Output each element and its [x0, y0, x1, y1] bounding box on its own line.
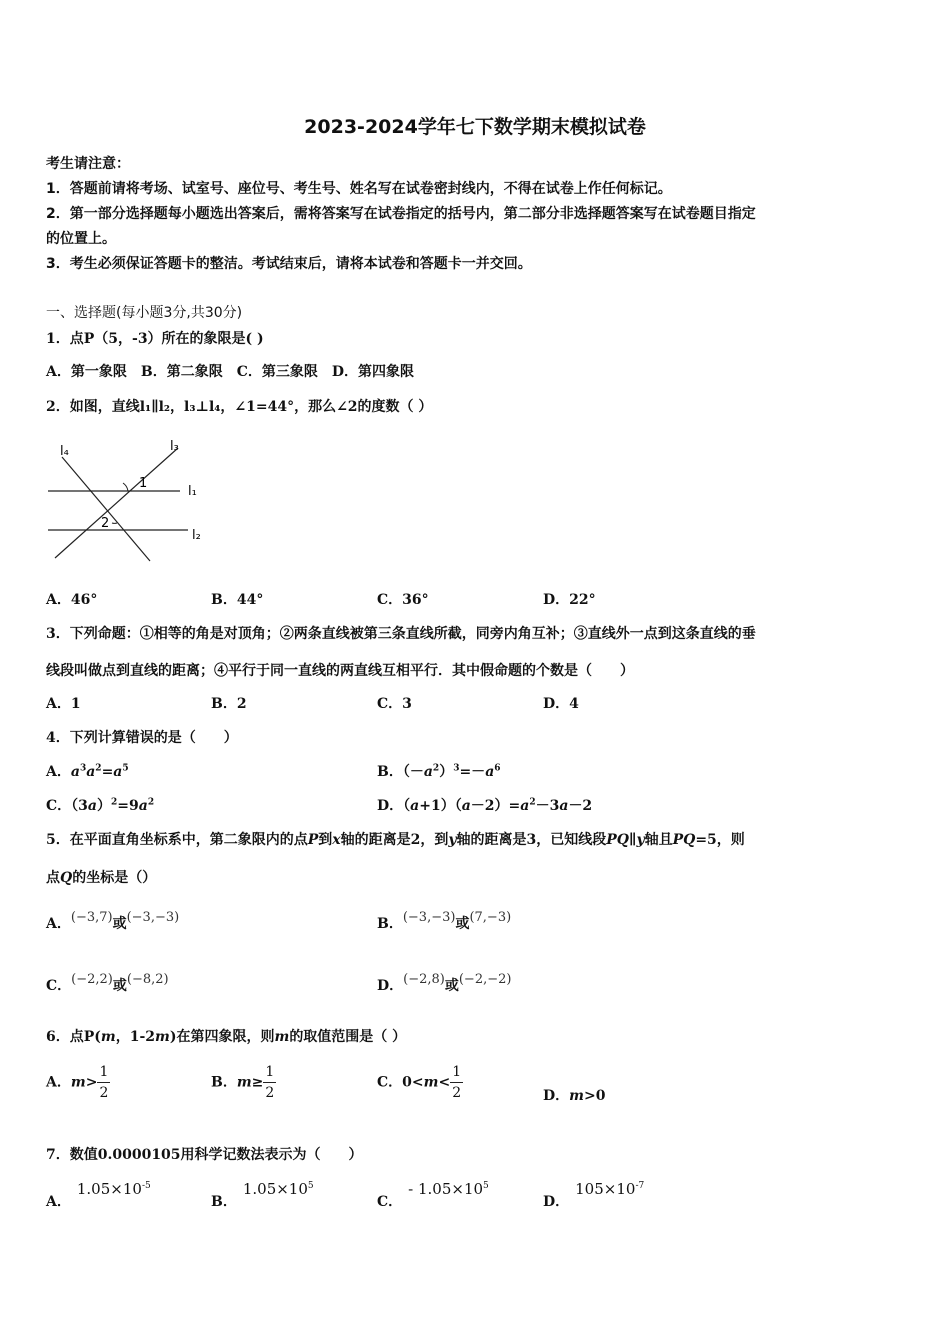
q4-option-b: B．$(-a^2)^3=-a^6$: [377, 763, 501, 780]
q6-option-b: B．m≥ $\frac{1}{2}$: [211, 1064, 275, 1101]
q7-option-a: A．$1.05\times 10^{-5}$: [46, 1180, 151, 1210]
q4-stem: 4．下列计算错误的是（ ）: [46, 730, 238, 746]
q5-option-a: A．(−3,7)或(−3,−3): [46, 910, 180, 932]
q7-option-d: D．$105\times 10^{-7}$: [543, 1180, 645, 1210]
q6-option-a: A．m> $\frac{1}{2}$: [46, 1064, 109, 1101]
q5-option-d: D．(−2,8)或(−2,−2): [377, 972, 512, 994]
q4-option-c: C．$(3a)^2=9a^2$: [46, 797, 155, 814]
q3-option-c: C．3: [377, 696, 412, 712]
q7-option-c: C．- $1.05\times 10^5$: [377, 1180, 489, 1210]
angle-1-label: 1: [139, 476, 148, 491]
q6-stem: 6．点P(m，1-2m)在第四象限，则m的取值范围是（ ）: [46, 1029, 407, 1045]
section-heading: 一、选择题(每小题3分,共30分): [46, 305, 243, 321]
q3-option-a: A．1: [46, 696, 81, 712]
q2-option-a: A．46°: [46, 592, 98, 608]
q5-option-b: B．(−3,−3)或(7,−3): [377, 910, 512, 932]
l2-label: l₂: [192, 528, 201, 543]
q1-stem: 1．点P（5，-3）所在的象限是( ): [46, 331, 264, 347]
q4-option-a: A．$a^3a^2=a^5$: [46, 763, 129, 780]
line-l3: [55, 448, 178, 558]
q6-option-d: D．m>0: [543, 1088, 606, 1104]
q2-option-b: B．44°: [211, 592, 264, 608]
q1-options: A．第一象限 B．第二象限 C．第三象限 D．第四象限: [46, 364, 414, 380]
l4-label: l₄: [60, 444, 69, 459]
q3-option-b: B．2: [211, 696, 247, 712]
q5-line2: 点Q的坐标是（）: [46, 870, 157, 886]
q7-stem: 7．数值0.0000105用科学记数法表示为（ ）: [46, 1147, 363, 1163]
q2-stem: 2．如图，直线l₁∥l₂，l₃⊥l₄，∠1=44°，那么∠2的度数（ ）: [46, 399, 433, 415]
q2-option-c: C．36°: [377, 592, 429, 608]
l1-label: l₁: [188, 484, 197, 499]
q2-option-d: D．22°: [543, 592, 596, 608]
q7-option-b: B．$1.05\times 10^5$: [211, 1180, 314, 1210]
line-l4: [62, 457, 150, 561]
notice-item: 3．考生必须保证答题卡的整洁。考试结束后，请将本试卷和答题卡一并交回。: [46, 256, 532, 272]
q2-figure: [40, 435, 210, 565]
notice-item: 2．第一部分选择题每小题选出答案后，需将答案写在试卷指定的括号内，第二部分非选择题答案写在试卷题目指定: [46, 206, 756, 222]
q5-option-c: C．(−2,2)或(−8,2): [46, 972, 169, 994]
notice-item: 的位置上。: [46, 231, 116, 247]
notice-item: 1．答题前请将考场、试室号、座位号、考生号、姓名写在试卷密封线内，不得在试卷上作任何标记。: [46, 181, 672, 197]
q4-option-d: D．$(a+1)(a-2)=a^2-3a-2$: [377, 797, 593, 814]
q3-line2: 线段叫做点到直线的距离；④平行于同一直线的两直线互相平行．其中假命题的个数是（ ）: [46, 663, 634, 679]
q5-line1: 5．在平面直角坐标系中，第二象限内的点P到x轴的距离是2，到y轴的距离是3，已知线段PQ∥y轴且PQ=5，则: [46, 832, 745, 848]
notice-heading: 考生请注意：: [46, 156, 130, 172]
angle-2-label: 2: [101, 516, 110, 531]
q3-line1: 3．下列命题：①相等的角是对顶角；②两条直线被第三条直线所截，同旁内角互补；③直线外一点到这条直线的垂: [46, 626, 756, 642]
q3-option-d: D．4: [543, 696, 579, 712]
q6-option-c: C．0<m< $\frac{1}{2}$: [377, 1064, 462, 1101]
angle-1-arc: [123, 483, 128, 491]
l3-label: l₃: [170, 439, 179, 454]
page-title: 2023-2024学年七下数学期末模拟试卷: [304, 116, 646, 138]
